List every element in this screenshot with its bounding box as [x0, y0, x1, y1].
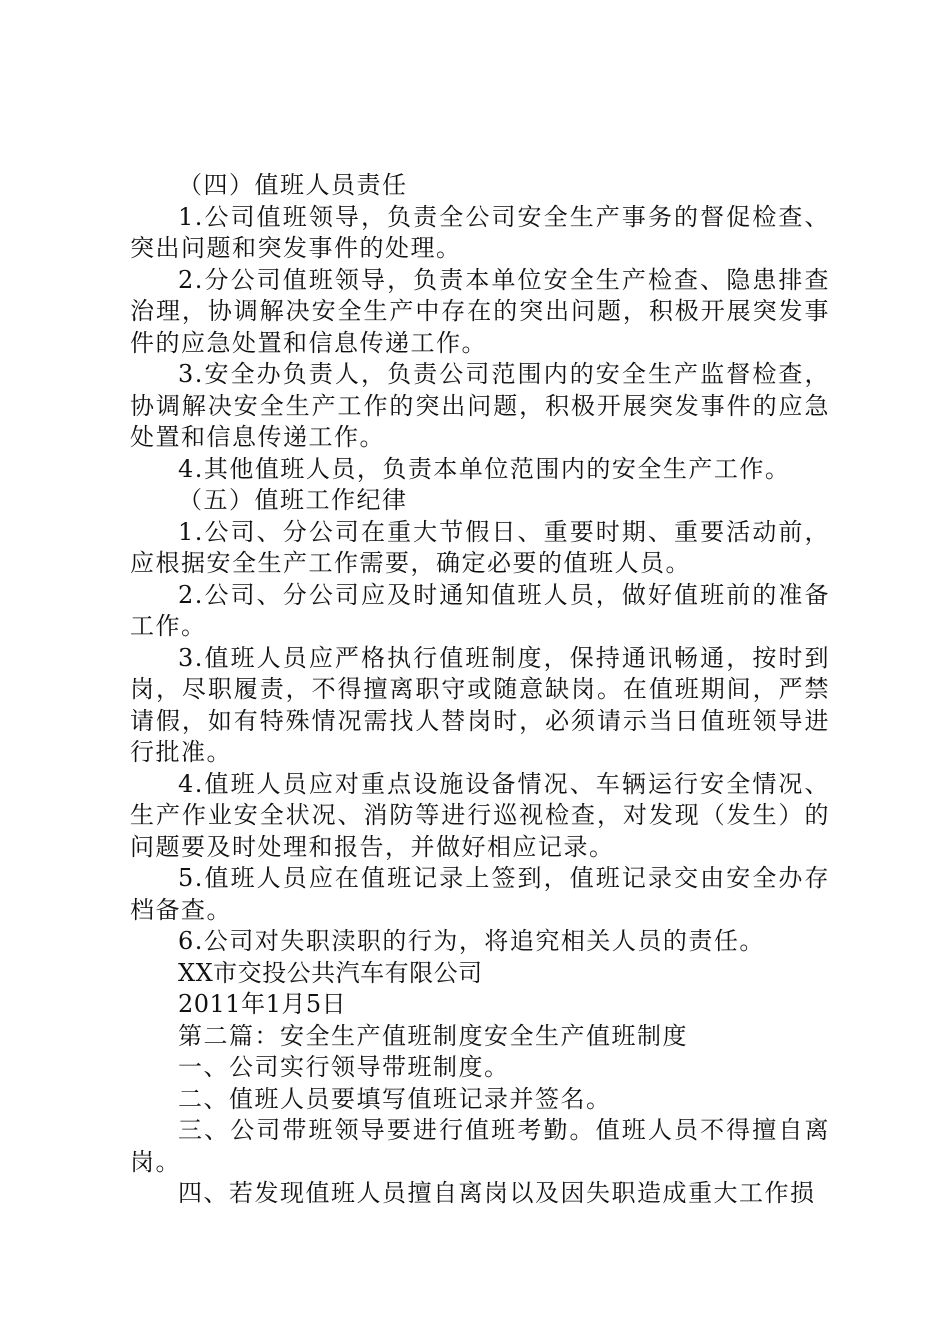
section-4-item-4: 4.其他值班人员，负责本单位范围内的安全生产工作。	[178, 454, 791, 483]
section-4-item-2: 2.分公司值班领导，负责本单位安全生产检查、隐患排查治理，协调解决安全生产中存在的突出问题，积极开展突发事件的应急处置和信息传递工作。	[130, 265, 830, 357]
part-2-item-2: 二、值班人员要填写值班记录并签名。	[178, 1084, 612, 1113]
section-5-item-3: 3.值班人员应严格执行值班制度，保持通讯畅通，按时到岗，尽职履责，不得擅离职守或随意缺岗。在值班期间，严禁请假，如有特殊情况需找人替岗时，必须请示当日值班领导进行批准。	[130, 643, 830, 766]
section-5-item-6: 6.公司对失职渎职的行为，将追究相关人员的责任。	[178, 927, 765, 955]
section-5-item-4: 4.值班人员应对重点设施设备情况、车辆运行安全情况、生产作业安全状况、消防等进行巡视检查，对发现（发生）的问题要及时处理和报告，并做好相应记录。	[130, 769, 830, 861]
section-4-heading: （四）值班人员责任	[178, 171, 408, 199]
part-2-item-1: 一、公司实行领导带班制度。	[178, 1053, 510, 1081]
document-body	[130, 170, 830, 1210]
section-5-item-5: 5.值班人员应在值班记录上签到，值班记录交由安全办存档备查。	[130, 864, 830, 924]
part-2-item-3: 三、公司带班领导要进行值班考勤。值班人员不得擅自离岗。	[130, 1116, 830, 1176]
section-5-item-2: 2.公司、分公司应及时通知值班人员，做好值班前的准备工作。	[130, 580, 830, 640]
section-4-item-1: 1.公司值班领导，负责全公司安全生产事务的督促检查、突出问题和突发事件的处理。	[130, 202, 830, 262]
section-5-heading: （五）值班工作纪律	[178, 486, 408, 514]
part-2-item-4: 四、若发现值班人员擅自离岗以及因失职造成重大工作损	[178, 1179, 816, 1207]
document-date: 2011年1月5日	[178, 990, 347, 1018]
company-name: XX市交投公共汽车有限公司	[178, 958, 483, 987]
section-4-item-3: 3.安全办负责人，负责公司范围内的安全生产监督检查，协调解决安全生产工作的突出问题，积极开展突发事件的应急处置和信息传递工作。	[130, 360, 830, 451]
part-2-title: 第二篇：安全生产值班制度安全生产值班制度	[178, 1021, 688, 1050]
section-5-item-1: 1.公司、分公司在重大节假日、重要时期、重要活动前，应根据安全生产工作需要，确定必要的值班人员。	[130, 517, 830, 577]
